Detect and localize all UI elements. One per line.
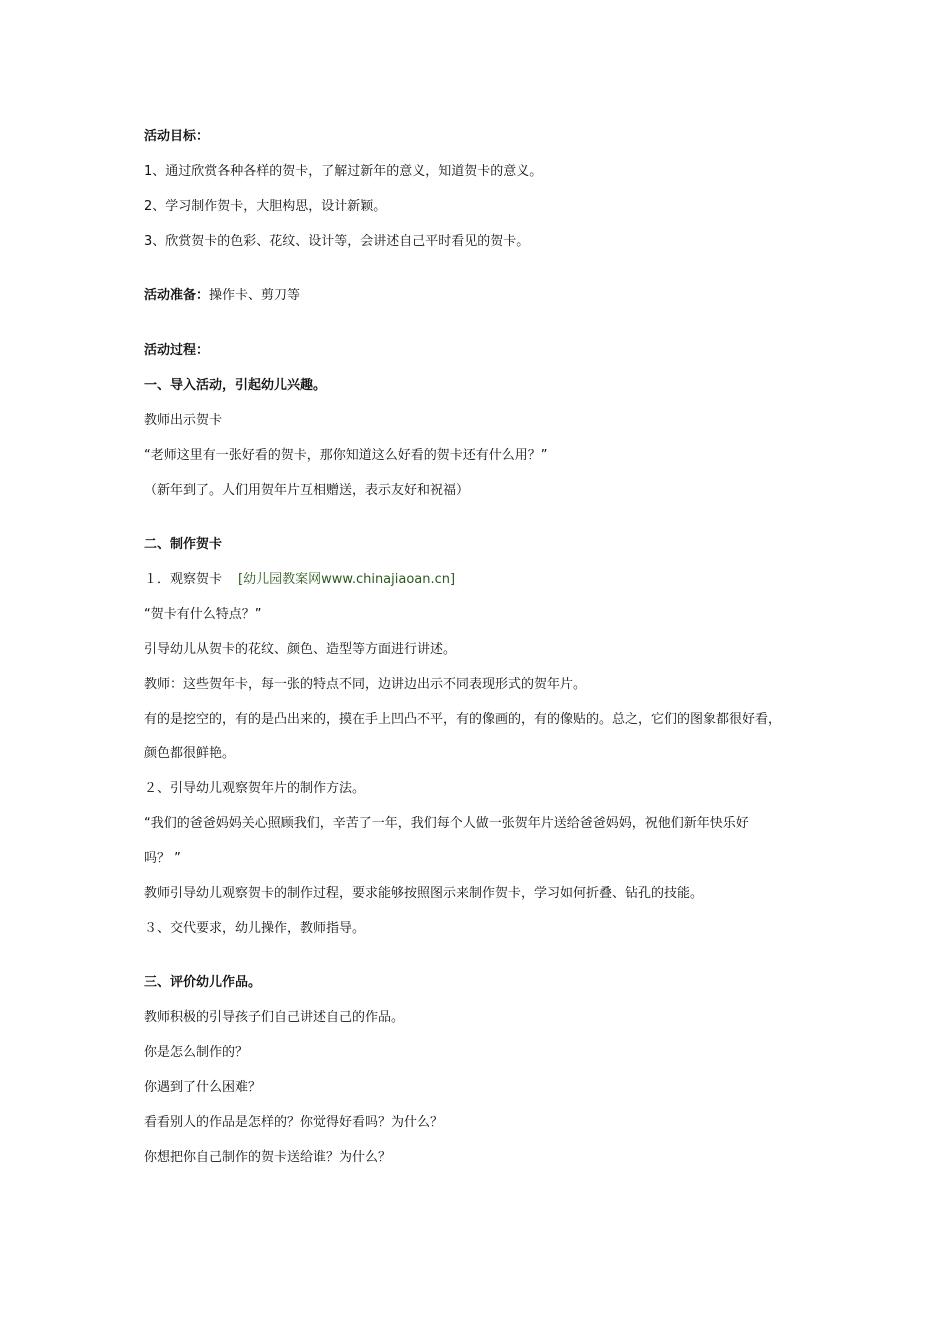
chinajiaoan-link-text: 幼儿园教案网 bbox=[243, 572, 322, 587]
chinajiaoan-link-url: www.chinajiaoan.cn bbox=[321, 572, 451, 587]
part2-line-3: 教师：这些贺年卡，每一张的特点不同，边讲边出示不同表现形式的贺年片。 bbox=[144, 677, 587, 692]
part2-line-7: “我们的爸爸妈妈关心照顾我们，辛苦了一年，我们每个人做一张贺年片送给爸爸妈妈，祝他们新年快乐好 bbox=[144, 816, 749, 831]
goals-heading: 活动目标： bbox=[144, 129, 210, 144]
part2-line-4: 有的是挖空的，有的是凸出来的，摸在手上凹凸不平，有的像画的，有的像贴的。总之，它们的图象都很好看， bbox=[144, 712, 782, 727]
part1-title: 一、导入活动，引起幼儿兴趣。 bbox=[144, 378, 327, 393]
part3-line-4: 看看别人的作品是怎样的？你觉得好看吗？为什么？ bbox=[144, 1115, 444, 1130]
process-heading: 活动过程： bbox=[144, 343, 210, 358]
step1-link-close: ] bbox=[450, 572, 456, 587]
part1-line-2: “老师这里有一张好看的贺卡，那你知道这么好看的贺卡还有什么用？” bbox=[144, 448, 548, 463]
part2-line-8: 吗？ ” bbox=[144, 851, 181, 866]
part2-line-9: 教师引导幼儿观察贺卡的制作过程，要求能够按照图示来制作贺卡，学习如何折叠、钻孔的技能。 bbox=[144, 886, 704, 901]
part3-line-1: 教师积极的引导孩子们自己讲述自己的作品。 bbox=[144, 1010, 405, 1025]
goal-item-1: 1、通过欣赏各种各样的贺卡，了解过新年的意义，知道贺卡的意义。 bbox=[144, 164, 543, 179]
part2-step2: ２、引导幼儿观察贺年片的制作方法。 bbox=[144, 781, 366, 796]
part3-line-2: 你是怎么制作的？ bbox=[144, 1045, 249, 1060]
part2-step1 bbox=[144, 571, 455, 589]
part1-line-3: （新年到了。人们用贺年片互相赠送，表示友好和祝福） bbox=[144, 483, 470, 498]
chinajiaoan-link[interactable] bbox=[243, 572, 450, 587]
part2-line-1: “贺卡有什么特点？” bbox=[144, 607, 262, 622]
part1-line-1: 教师出示贺卡 bbox=[144, 413, 223, 428]
goal-item-3: 3、欣赏贺卡的色彩、花纹、设计等，会讲述自己平时看见的贺卡。 bbox=[144, 234, 530, 249]
part3-line-3: 你遇到了什么困难？ bbox=[144, 1080, 262, 1095]
prep-text: 操作卡、剪刀等 bbox=[209, 288, 301, 303]
part2-line-2: 引导幼儿从贺卡的花纹、颜色、造型等方面进行讲述。 bbox=[144, 642, 457, 657]
part2-step3: ３、交代要求，幼儿操作，教师指导。 bbox=[144, 921, 366, 936]
part3-line-5: 你想把你自己制作的贺卡送给谁？为什么？ bbox=[144, 1150, 392, 1165]
goal-item-2: 2、学习制作贺卡，大胆构思，设计新颖。 bbox=[144, 199, 387, 214]
part3-title: 三、评价幼儿作品。 bbox=[144, 975, 262, 990]
part2-step1-text: １．观察贺卡 bbox=[144, 572, 223, 587]
prep-heading: 活动准备： bbox=[144, 288, 210, 303]
prep-line bbox=[144, 287, 300, 305]
part2-title: 二、制作贺卡 bbox=[144, 537, 223, 552]
step1-link-open: [ bbox=[238, 572, 244, 587]
part2-line-5: 颜色都很鲜艳。 bbox=[144, 746, 236, 761]
